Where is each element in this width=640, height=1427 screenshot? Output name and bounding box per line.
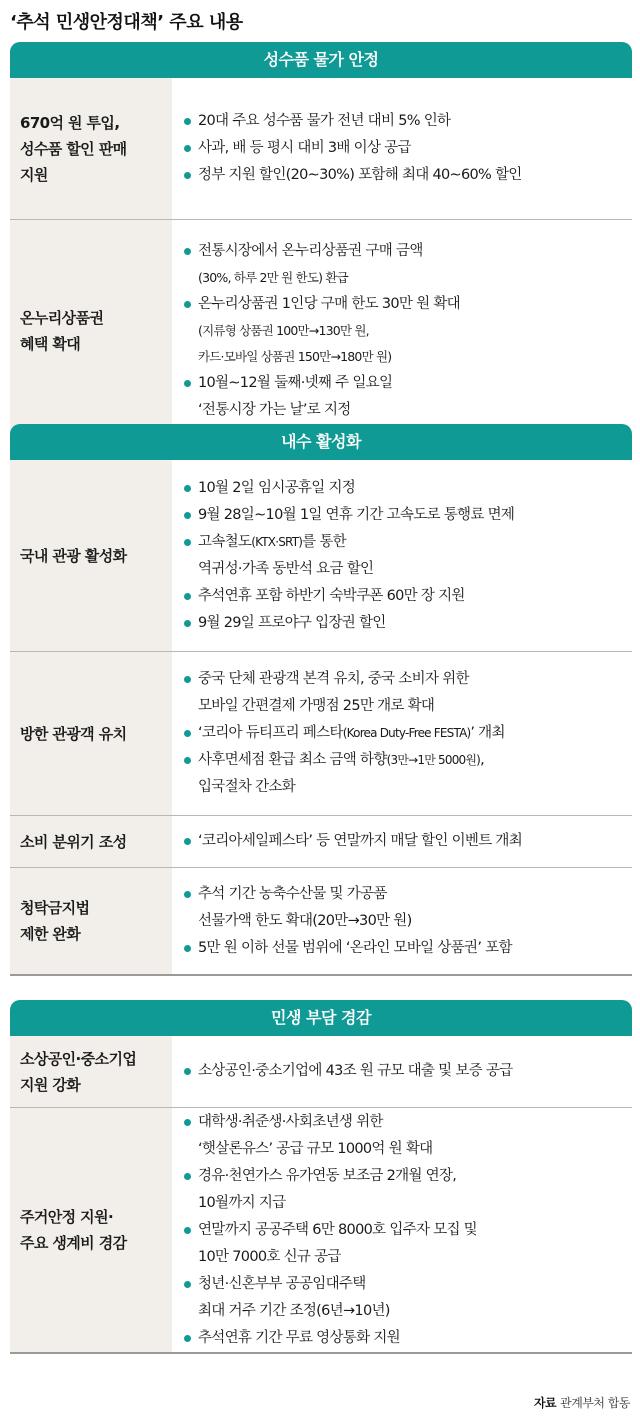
item-subtext: (지류형 상품권 100만→130만 원, — [198, 323, 369, 338]
source-label: 자료 — [533, 1396, 557, 1410]
section-header: 성수품 물가 안정 — [10, 42, 632, 78]
list-item — [184, 1271, 628, 1298]
row-label-text — [20, 1046, 136, 1098]
section-1 — [10, 424, 632, 976]
bullet-dot-icon — [184, 676, 191, 683]
item-text: 9월 28일∼10월 1일 연휴 기간 고속도로 통행료 면제 — [198, 506, 515, 523]
list-item — [184, 502, 628, 529]
bullet-dot-icon — [184, 891, 191, 898]
source-note — [534, 1394, 630, 1411]
list-item — [184, 1217, 628, 1244]
row-content — [172, 78, 632, 219]
table-row — [10, 652, 632, 816]
source-text: 관계부처 합동 — [560, 1396, 630, 1410]
row-content — [172, 868, 632, 974]
item-continuation: ‘전통시장 가는 날’로 지정 — [198, 402, 351, 418]
row-label-line: 소비 분위기 조성 — [20, 832, 127, 851]
list-item — [184, 475, 628, 502]
bullet-dot-icon — [184, 248, 191, 255]
row-label-text — [20, 1204, 126, 1256]
list-item — [184, 370, 628, 397]
bullet-dot-icon — [184, 1281, 191, 1288]
bullet-dot-icon — [184, 593, 191, 600]
row-label-line: 방한 관광객 유치 — [20, 724, 127, 743]
bullet-dot-icon — [184, 380, 191, 387]
bullet-dot-icon — [184, 145, 191, 152]
row-content — [172, 816, 632, 867]
item-continuation: 입국절차 간소화 — [198, 779, 296, 795]
row-label-line: 제한 완화 — [20, 925, 81, 943]
section-0 — [10, 42, 632, 444]
row-label-line: 온누리상품권 — [20, 309, 104, 327]
bullet-dot-icon — [184, 1173, 191, 1180]
row-label — [10, 460, 172, 651]
item-text: 소상공인·중소기업에 43조 원 규모 대출 및 보증 공급 — [198, 1063, 513, 1079]
table-row — [10, 816, 632, 868]
bullet-dot-icon — [184, 1335, 191, 1342]
page-title: ‘추석 민생안정대책’ 주요 내용 — [10, 12, 243, 33]
list-item — [184, 529, 628, 556]
row-label-text — [20, 305, 103, 357]
row-label — [10, 220, 172, 442]
item-text: 전통시장에서 온누리상품권 구매 금액 — [198, 243, 423, 259]
item-continuation: 10만 7000호 신규 공급 — [198, 1248, 341, 1265]
item-text: 온누리상품권 1인당 구매 한도 30만 원 확대 — [198, 296, 460, 312]
row-label-line: 혜택 확대 — [20, 335, 81, 353]
row-label-text — [20, 110, 126, 188]
item-text-after: ’ 개최 — [470, 725, 505, 741]
item-continuation: 최대 거주 기간 조정(6년→10년) — [198, 1302, 390, 1319]
list-item — [184, 1109, 628, 1136]
bullet-dot-icon — [184, 118, 191, 125]
item-text-after: 를 통한 — [302, 533, 346, 550]
row-label-line: 주거안정 지원· — [20, 1208, 114, 1226]
row-content — [172, 652, 632, 815]
table-row — [10, 868, 632, 976]
item-text: 9월 29일 프로야구 입장권 할인 — [198, 614, 386, 631]
row-label — [10, 652, 172, 815]
item-continuation: 모바일 간편결제 가맹점 25만 개로 확대 — [198, 698, 435, 714]
item-continuation: ‘햇살론유스’ 공급 규모 1000억 원 확대 — [198, 1140, 433, 1157]
item-text: 중국 단체 관광객 본격 유치, 중국 소비자 위한 — [198, 671, 469, 687]
table-row — [10, 78, 632, 220]
bullet-dot-icon — [184, 757, 191, 764]
item-continuation: 역귀성·가족 동반석 요금 할인 — [198, 560, 374, 577]
bullet-dot-icon — [184, 1119, 191, 1126]
list-item — [184, 162, 628, 189]
item-text: 고속철도 — [198, 533, 252, 550]
bullet-dot-icon — [184, 838, 191, 845]
bullet-dot-icon — [184, 1068, 191, 1075]
bullet-dot-icon — [184, 172, 191, 179]
row-label-text — [20, 543, 126, 569]
row-label-line: 소상공인·중소기업 — [20, 1049, 137, 1068]
list-item — [184, 935, 628, 962]
list-item — [184, 1058, 628, 1085]
row-label-text — [20, 721, 126, 747]
row-label — [10, 868, 172, 974]
item-text-small: (Korea Duty-Free FESTA) — [342, 726, 471, 740]
row-label — [10, 78, 172, 219]
list-item — [184, 238, 628, 265]
table-row — [10, 460, 632, 652]
row-label-line: 지원 강화 — [20, 1075, 81, 1094]
list-item — [184, 666, 628, 693]
bullet-dot-icon — [184, 539, 191, 546]
item-text: 연말까지 공공주택 6만 8000호 입주자 모집 및 — [198, 1221, 477, 1238]
row-content — [172, 220, 632, 442]
item-text-small: (3만→1만 5000원) — [386, 753, 481, 767]
item-text: 사후면세점 환급 최소 금액 하향 — [198, 752, 387, 768]
row-label-line: 성수품 할인 판매 — [20, 139, 127, 158]
row-label-text — [20, 895, 89, 947]
row-label-line: 670억 원 투입, — [20, 113, 120, 132]
item-continuation: 선물가액 한도 확대(20만→30만 원) — [198, 912, 412, 929]
row-label — [10, 1036, 172, 1107]
row-label — [10, 816, 172, 867]
row-content — [172, 1036, 632, 1107]
bullet-dot-icon — [184, 485, 191, 492]
bullet-dot-icon — [184, 512, 191, 519]
list-item — [184, 610, 628, 637]
row-label-line: 청탁금지법 — [20, 899, 90, 917]
row-label-text — [20, 829, 126, 855]
item-text-after: , — [480, 752, 484, 768]
item-text: 10월∼12월 둘째·넷째 주 일요일 — [198, 375, 393, 391]
item-text: 20대 주요 성수품 물가 전년 대비 5% 인하 — [198, 113, 451, 129]
list-item — [184, 747, 628, 774]
list-item — [184, 881, 628, 908]
table-row — [10, 1108, 632, 1354]
item-text: 추석연휴 기간 무료 영상통화 지원 — [198, 1329, 400, 1346]
item-text: 경유·천연가스 유가연동 보조금 2개월 연장, — [198, 1167, 457, 1184]
list-item — [184, 135, 628, 162]
row-content — [172, 460, 632, 651]
item-text: 추석연휴 포함 하반기 숙박쿠폰 60만 장 지원 — [198, 587, 465, 604]
item-text: 정부 지원 할인(20∼30%) 포함해 최대 40∼60% 할인 — [198, 167, 522, 183]
section-header: 내수 활성화 — [10, 424, 632, 460]
row-label-line: 주요 생계비 경감 — [20, 1234, 127, 1252]
bullet-dot-icon — [184, 945, 191, 952]
item-continuation: 10월까지 지급 — [198, 1194, 286, 1211]
section-2 — [10, 1000, 632, 1354]
list-item — [184, 108, 628, 135]
item-text: 사과, 배 등 평시 대비 3배 이상 공급 — [198, 140, 411, 156]
bullet-dot-icon — [184, 1227, 191, 1234]
bullet-dot-icon — [184, 301, 191, 308]
item-text-small: (KTX·SRT) — [251, 534, 303, 549]
item-text: 추석 기간 농축수산물 및 가공품 — [198, 885, 387, 902]
item-text: ‘코리아 듀티프리 페스타 — [198, 725, 343, 741]
table-row — [10, 220, 632, 444]
bullet-dot-icon — [184, 620, 191, 627]
list-item — [184, 1163, 628, 1190]
row-content — [172, 1108, 632, 1352]
list-item — [184, 720, 628, 747]
item-text: 청년·신혼부부 공공임대주택 — [198, 1275, 366, 1292]
item-subtext: 카드·모바일 상품권 150만→180만 원) — [198, 349, 392, 364]
item-text: ‘코리아세일페스타’ 등 연말까지 매달 할인 이벤트 개최 — [198, 833, 523, 849]
row-label — [10, 1108, 172, 1352]
list-item — [184, 291, 628, 318]
item-text: 대학생·취준생·사회초년생 위한 — [198, 1113, 383, 1130]
list-item — [184, 583, 628, 610]
list-item — [184, 828, 628, 855]
row-label-line: 국내 관광 활성화 — [20, 546, 127, 565]
table-row — [10, 1036, 632, 1108]
item-text: 10월 2일 임시공휴일 지정 — [198, 479, 356, 496]
section-header: 민생 부담 경감 — [10, 1000, 632, 1036]
list-item — [184, 1325, 628, 1352]
item-subtext: (30%, 하루 2만 원 한도) 환급 — [198, 270, 348, 285]
bullet-dot-icon — [184, 730, 191, 737]
row-label-line: 지원 — [20, 165, 48, 184]
item-text: 5만 원 이하 선물 범위에 ‘온라인 모바일 상품권’ 포함 — [198, 939, 512, 956]
